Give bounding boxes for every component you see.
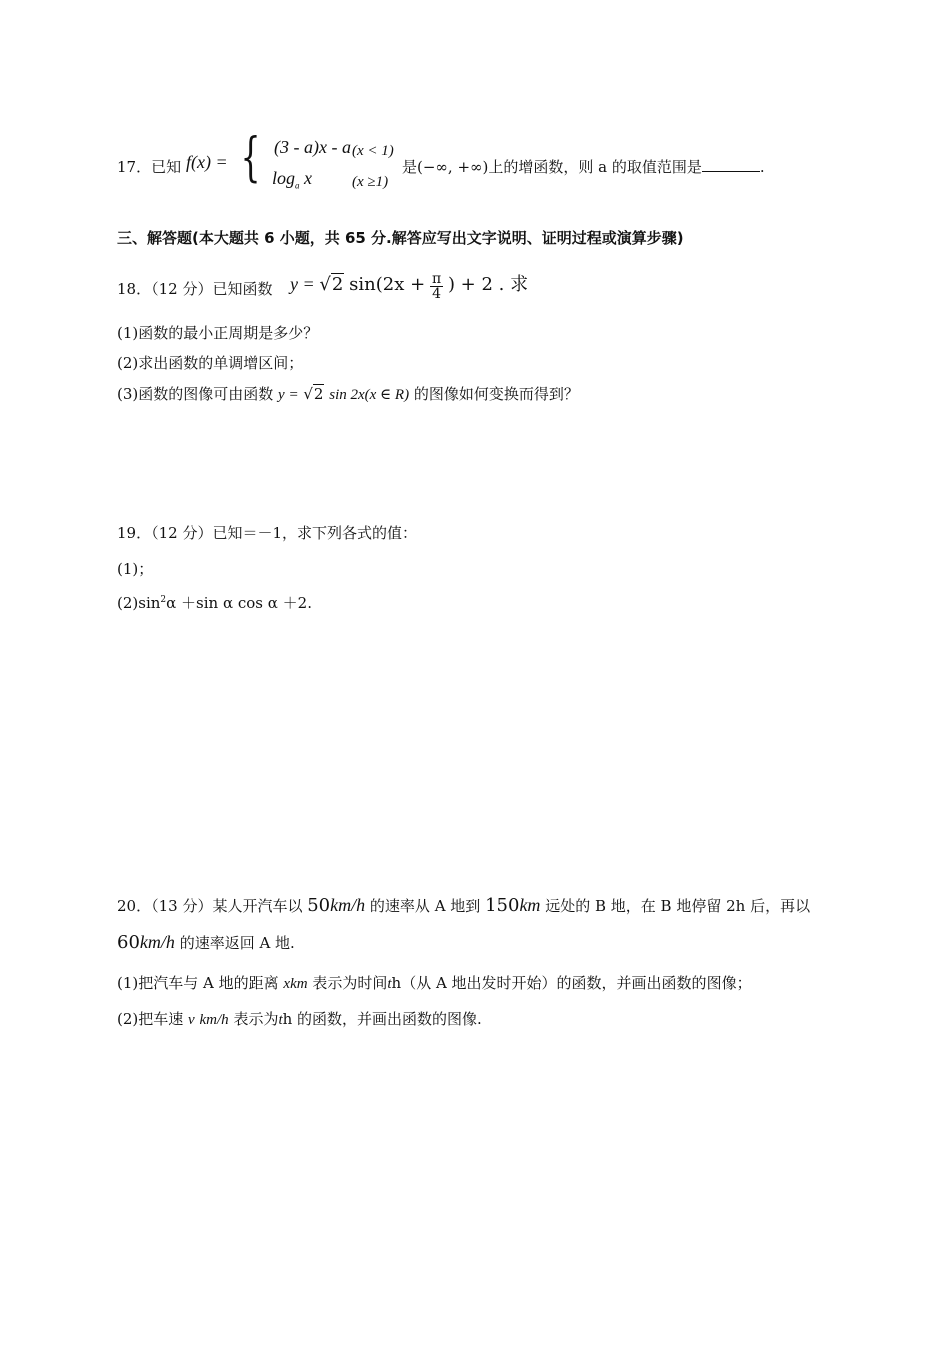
q17-tail: 是(−∞, +∞)上的增函数，则 a 的取值范围是 .: [402, 158, 765, 176]
q18-part-2: (2)求出函数的单调增区间；: [117, 354, 304, 372]
q18-part-3: (3)函数的图像可由函数 y = √2 sin 2x(x ∈ R) 的图像如何变换而得到？: [117, 385, 579, 403]
answer-blank[interactable]: [702, 157, 760, 172]
q18-function: y = √2 sin(2x + $\frac{\pi}{4}$ ) + 2 . 求: [290, 270, 529, 302]
q20-line-2: 60km/h 的速率返回 A 地.: [117, 932, 295, 953]
q17-case1-expr: (3 - a)x - a: [274, 137, 351, 157]
section-3-heading: 三、解答题(本大题共 6 小题，共 65 分.解答应写出文字说明、证明过程或演算步骤): [117, 229, 684, 247]
q19-number: 19．（12 分）已知＝－1，求下列各式的值：: [117, 524, 417, 542]
q20-part-1: (1)把汽车与 A 地的距离 xkm 表示为时间th（从 A 地出发时开始）的函数，并画出函数的图像；: [117, 974, 752, 992]
q19-part-2: $(2)\sin^2\alpha +\sin$ α cos α ＋2.: [117, 594, 312, 612]
q20-part-2: (2)把车速 v km/h 表示为th 的函数，并画出函数的图像.: [117, 1010, 482, 1028]
q17-case2-cond: (x ≥1): [352, 174, 389, 190]
q17-fx: f(x) =: [186, 152, 228, 172]
q18-number: 18．（12 分）已知函数: [117, 280, 273, 298]
q19-part-1: (1)；: [117, 560, 154, 578]
q20-line-1: 20．（13 分）某人开汽车以 50km/h 的速率从 A 地到 150km 远处的 B 地，在 B 地停留 2h 后，再以: [117, 895, 811, 916]
q17-brace: {: [240, 128, 261, 188]
q17-case1-cond: (x < 1): [352, 143, 394, 159]
q17-case2-expr: $\log_a x$: [272, 168, 313, 191]
q18-part-1: (1)函数的最小正周期是多少？: [117, 324, 319, 342]
q17-number: 17．已知: [117, 158, 182, 176]
